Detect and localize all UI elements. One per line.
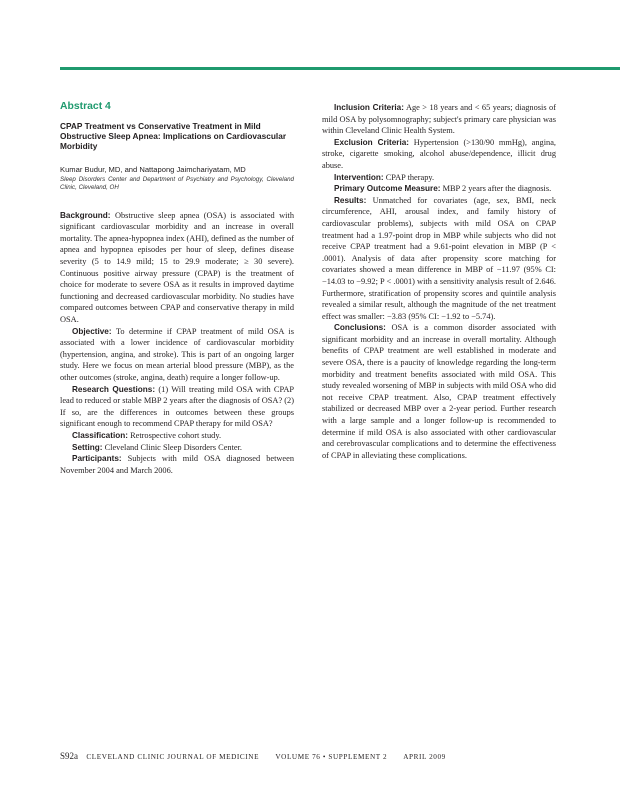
issue-date: APRIL 2009	[403, 753, 446, 761]
objective-heading: Objective:	[72, 326, 112, 336]
article-title: CPAP Treatment vs Conservative Treatment in Mild Obstructive Sleep Apnea: Implications on Cardiovascular Morbidity	[60, 120, 287, 152]
exclusion-section	[322, 137, 556, 172]
intervention-section	[322, 172, 556, 184]
conclusions-heading: Conclusions:	[334, 323, 386, 333]
inclusion-text: Age > 18 years and < 65 years; diagnosis of mild OSA by polysomnography; subject's primary care physician was within Cleveland Clinic Health System.	[322, 103, 556, 136]
conclusions-section	[322, 322, 556, 461]
classification-text: Retrospective cohort study.	[130, 430, 222, 440]
intervention-text: CPAP therapy.	[385, 172, 435, 182]
research-questions-heading: Research Questions:	[72, 384, 156, 394]
research-questions-section	[60, 384, 294, 430]
primary-outcome-section	[322, 183, 556, 195]
left-column	[60, 101, 294, 476]
objective-text: To determine if CPAP treatment of mild OSA is associated with a lower incidence of cardiovascular morbidity (hypertension, angina, and stroke). This is part of an ongoing larger study. Here we focus on mean arterial blood pressure (MBP), as the other outcomes (stroke, angina, death) require a longer follow-up.	[60, 326, 294, 382]
results-section	[322, 195, 556, 323]
right-column	[322, 102, 556, 461]
results-text: Unmatched for covariates (age, sex, BMI, neck circumference, AHI, arousal index, and family history of cardiovascular problems), subjects with mild OSA on CPAP treatment had a 1.97-point drop in MBP while subjects who did not receive CPAP treatment had a 9.61-point elevation in MBP (P < .0001). Analysis of data after propensity score matching for covariates showed a mean difference in MBP of −11.97 (95% CI: −14.03 to −9.92; P < .0001) with a sensitivity analysis result of 2.646. Furthermore, stratification of propensity scores and quintile analysis revealed a similar result, although the magnitude of the net treatment effect was smaller: −3.83 (95% CI: −1.92 to −5.74).	[322, 195, 556, 321]
background-heading: Background:	[60, 210, 111, 220]
page-number: S92a	[60, 751, 78, 761]
research-questions-text: (1) Will treating mild OSA with CPAP lead to reduced or stable MBP 2 years after the diagnosis of OSA? (2) If so, are the differences in outcomes between these groups significant enough to recommend CPAP therapy for mild OSA?	[60, 384, 295, 429]
header-rule	[60, 67, 620, 70]
exclusion-heading: Exclusion Criteria:	[334, 137, 410, 147]
exclusion-text: Hypertension (>130/90 mmHg), angina, stroke, cigarette smoking, alcohol abuse/dependence, illicit drug abuse.	[322, 137, 556, 170]
journal-name: CLEVELAND CLINIC JOURNAL OF MEDICINE	[86, 753, 260, 761]
inclusion-heading: Inclusion Criteria:	[334, 103, 404, 112]
results-heading: Results:	[334, 195, 367, 205]
objective-section	[60, 326, 294, 384]
setting-text: Cleveland Clinic Sleep Disorders Center.	[104, 442, 242, 452]
participants-text: Subjects with mild OSA diagnosed between November 2004 and March 2006.	[60, 454, 294, 475]
primary-outcome-text: MBP 2 years after the diagnosis.	[442, 184, 552, 194]
primary-outcome-heading: Primary Outcome Measure:	[334, 184, 441, 194]
conclusions-text: OSA is a common disorder associated with significant morbidity and an increase in overall mortality. Although benefits of CPAP treatment are well established in moderate and severe OSA, there is a paucity of knowledge regarding the long-term morbidity and treatment benefits associated with mild OSA. This study revealed worsening of MBP in subjects with mild OSA who did not receive CPAP treatment. Also, CPAP treatment effectively stabilized or decreased MBP over a 2-year period. Further research with a large sample and a longer follow-up is recommended to determine if mild OSA is also associated with other cardiovascular and cerebrovascular complications and to determine the effectiveness of CPAP in alleviating these complications.	[322, 323, 556, 460]
setting-section	[60, 442, 294, 454]
participants-heading: Participants:	[72, 454, 122, 464]
volume-info: VOLUME 76 • SUPPLEMENT 2	[275, 753, 388, 761]
classification-heading: Classification:	[72, 430, 128, 440]
setting-heading: Setting:	[72, 442, 103, 452]
inclusion-section	[322, 102, 556, 137]
affiliation: Sleep Disorders Center and Department of Psychiatry and Psychology, Cleveland Clinic, Cleveland, OH	[60, 175, 294, 192]
authors: Kumar Budur, MD, and Nattapong Jaimchariyatam, MD	[60, 164, 246, 174]
intervention-heading: Intervention:	[334, 172, 384, 182]
page-footer	[60, 751, 446, 761]
background-section	[60, 210, 294, 326]
participants-section	[60, 453, 294, 476]
abstract-label: Abstract 4	[60, 101, 111, 112]
background-text: Obstructive sleep apnea (OSA) is associated with significant cardiovascular morbidity and an increase in overall mortality. The apnea-hypopnea index (AHI), defined as the number of apnea and hypopnea episodes per hour of sleep, defines disease severity (5 to 14.9 mild; 15 to 29.9 moderate; ≥ 30 severe). Continuous positive airway pressure (CPAP) is the treatment of choice for moderate to severe OSA as it results in improved daytime functioning and decreased cardiovascular morbidity. No studies have compared outcomes between CPAP and conservative therapy in mild OSA.	[60, 210, 295, 324]
classification-section	[60, 430, 294, 442]
